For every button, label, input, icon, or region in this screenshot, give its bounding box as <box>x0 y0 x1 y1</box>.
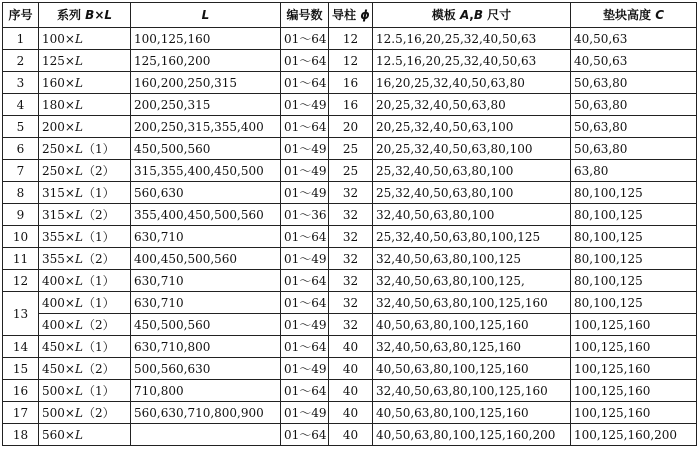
row-series: 315×L（2） <box>39 204 131 226</box>
row-length-values: 630,710 <box>131 226 281 248</box>
row-guide-pillar: 32 <box>329 226 373 248</box>
row-plate-sizes: 40,50,63,80,100,125,160 <box>373 314 571 336</box>
row-series: 450×L（2） <box>39 358 131 380</box>
row-block-heights: 50,63,80 <box>571 116 697 138</box>
row-guide-pillar: 32 <box>329 248 373 270</box>
row-code-range: 01～64 <box>281 336 329 358</box>
row-plate-sizes: 20,25,32,40,50,63,80 <box>373 94 571 116</box>
row-plate-sizes: 32,40,50,63,80,100 <box>373 204 571 226</box>
row-length-values: 710,800 <box>131 380 281 402</box>
row-block-heights: 100,125,160 <box>571 336 697 358</box>
row-series: 355×L（2） <box>39 248 131 270</box>
row-guide-pillar: 32 <box>329 292 373 314</box>
row-block-heights: 80,100,125 <box>571 182 697 204</box>
row-length-values: 630,710 <box>131 270 281 292</box>
row-plate-sizes: 20,25,32,40,50,63,80,100 <box>373 138 571 160</box>
row-block-heights: 40,50,63 <box>571 50 697 72</box>
row-index: 7 <box>3 160 39 182</box>
header-code-count: 编号数 <box>281 3 329 28</box>
row-plate-sizes: 40,50,63,80,100,125,160,200 <box>373 424 571 446</box>
row-series: 500×L（1） <box>39 380 131 402</box>
row-series: 450×L（1） <box>39 336 131 358</box>
table-row <box>3 314 697 336</box>
row-block-heights: 100,125,160 <box>571 380 697 402</box>
row-guide-pillar: 40 <box>329 358 373 380</box>
row-plate-sizes: 32,40,50,63,80,100,125, <box>373 270 571 292</box>
row-plate-sizes: 12.5,16,20,25,32,40,50,63 <box>373 50 571 72</box>
row-guide-pillar: 40 <box>329 424 373 446</box>
row-block-heights: 40,50,63 <box>571 28 697 50</box>
row-guide-pillar: 40 <box>329 380 373 402</box>
row-guide-pillar: 12 <box>329 28 373 50</box>
table-row <box>3 94 697 116</box>
table-row <box>3 380 697 402</box>
header-row <box>3 3 697 28</box>
table-body <box>3 28 697 446</box>
row-code-range: 01～64 <box>281 424 329 446</box>
row-block-heights: 100,125,160 <box>571 358 697 380</box>
row-length-values: 400,450,500,560 <box>131 248 281 270</box>
row-series: 400×L（1） <box>39 270 131 292</box>
row-code-range: 01～49 <box>281 94 329 116</box>
row-block-heights: 63,80 <box>571 160 697 182</box>
row-guide-pillar: 32 <box>329 270 373 292</box>
row-index: 13 <box>3 292 39 336</box>
row-block-heights: 50,63,80 <box>571 72 697 94</box>
header-block-height: 垫块高度 C <box>571 3 697 28</box>
row-series: 400×L（1） <box>39 292 131 314</box>
row-plate-sizes: 25,32,40,50,63,80,100 <box>373 160 571 182</box>
row-code-range: 01～64 <box>281 226 329 248</box>
row-code-range: 01～36 <box>281 204 329 226</box>
table-row <box>3 50 697 72</box>
row-block-heights: 80,100,125 <box>571 292 697 314</box>
row-index: 18 <box>3 424 39 446</box>
row-index: 1 <box>3 28 39 50</box>
row-guide-pillar: 32 <box>329 182 373 204</box>
table-row <box>3 292 697 314</box>
row-plate-sizes: 25,32,40,50,63,80,100,125 <box>373 226 571 248</box>
row-code-range: 01～64 <box>281 116 329 138</box>
row-guide-pillar: 12 <box>329 50 373 72</box>
row-plate-sizes: 25,32,40,50,63,80,100 <box>373 182 571 204</box>
header-index: 序号 <box>3 3 39 28</box>
row-block-heights: 80,100,125 <box>571 270 697 292</box>
row-guide-pillar: 32 <box>329 314 373 336</box>
row-code-range: 01～49 <box>281 182 329 204</box>
row-series: 355×L（1） <box>39 226 131 248</box>
row-index: 5 <box>3 116 39 138</box>
row-plate-sizes: 32,40,50,63,80,100,125,160 <box>373 380 571 402</box>
table-row <box>3 28 697 50</box>
row-series: 315×L（1） <box>39 182 131 204</box>
table-row <box>3 138 697 160</box>
row-index: 15 <box>3 358 39 380</box>
header-guide-pillar: 导柱 ϕ <box>329 3 373 28</box>
row-length-values: 560,630 <box>131 182 281 204</box>
table-row <box>3 336 697 358</box>
row-length-values: 100,125,160 <box>131 28 281 50</box>
row-guide-pillar: 25 <box>329 138 373 160</box>
row-series: 180×L <box>39 94 131 116</box>
row-guide-pillar: 20 <box>329 116 373 138</box>
row-index: 16 <box>3 380 39 402</box>
row-index: 14 <box>3 336 39 358</box>
row-index: 17 <box>3 402 39 424</box>
row-block-heights: 100,125,160,200 <box>571 424 697 446</box>
row-series: 200×L <box>39 116 131 138</box>
row-length-values: 450,500,560 <box>131 138 281 160</box>
row-length-values: 450,500,560 <box>131 314 281 336</box>
row-series: 400×L（2） <box>39 314 131 336</box>
header-length: L <box>131 3 281 28</box>
row-length-values <box>131 424 281 446</box>
row-index: 10 <box>3 226 39 248</box>
row-guide-pillar: 32 <box>329 204 373 226</box>
row-code-range: 01～49 <box>281 160 329 182</box>
row-length-values: 500,560,630 <box>131 358 281 380</box>
row-code-range: 01～49 <box>281 358 329 380</box>
row-index: 4 <box>3 94 39 116</box>
table-row <box>3 226 697 248</box>
row-series: 560×L <box>39 424 131 446</box>
row-series: 125×L <box>39 50 131 72</box>
row-plate-sizes: 12.5,16,20,25,32,40,50,63 <box>373 28 571 50</box>
table-row <box>3 270 697 292</box>
row-series: 160×L <box>39 72 131 94</box>
row-series: 250×L（2） <box>39 160 131 182</box>
table-row <box>3 182 697 204</box>
row-series: 250×L（1） <box>39 138 131 160</box>
table-row <box>3 160 697 182</box>
row-code-range: 01～64 <box>281 292 329 314</box>
header-plate-size: 模板 A,B 尺寸 <box>373 3 571 28</box>
row-plate-sizes: 32,40,50,63,80,100,125,160 <box>373 292 571 314</box>
row-plate-sizes: 40,50,63,80,100,125,160 <box>373 358 571 380</box>
row-block-heights: 80,100,125 <box>571 226 697 248</box>
row-series: 500×L（2） <box>39 402 131 424</box>
row-guide-pillar: 40 <box>329 402 373 424</box>
row-block-heights: 100,125,160 <box>571 402 697 424</box>
row-plate-sizes: 40,50,63,80,100,125,160 <box>373 402 571 424</box>
row-guide-pillar: 16 <box>329 72 373 94</box>
row-index: 2 <box>3 50 39 72</box>
row-length-values: 630,710 <box>131 292 281 314</box>
table-row <box>3 248 697 270</box>
row-length-values: 160,200,250,315 <box>131 72 281 94</box>
table-row <box>3 72 697 94</box>
row-plate-sizes: 20,25,32,40,50,63,100 <box>373 116 571 138</box>
table-row <box>3 402 697 424</box>
row-code-range: 01～64 <box>281 72 329 94</box>
row-code-range: 01～49 <box>281 402 329 424</box>
row-code-range: 01～64 <box>281 28 329 50</box>
row-block-heights: 50,63,80 <box>571 94 697 116</box>
row-length-values: 315,355,400,450,500 <box>131 160 281 182</box>
table-row <box>3 116 697 138</box>
table-row <box>3 424 697 446</box>
row-guide-pillar: 16 <box>329 94 373 116</box>
row-block-heights: 100,125,160 <box>571 314 697 336</box>
row-guide-pillar: 25 <box>329 160 373 182</box>
row-plate-sizes: 32,40,50,63,80,125,160 <box>373 336 571 358</box>
row-block-heights: 50,63,80 <box>571 138 697 160</box>
row-index: 6 <box>3 138 39 160</box>
row-code-range: 01～49 <box>281 138 329 160</box>
row-index: 12 <box>3 270 39 292</box>
row-code-range: 01～64 <box>281 50 329 72</box>
row-length-values: 200,250,315 <box>131 94 281 116</box>
row-code-range: 01～49 <box>281 248 329 270</box>
row-length-values: 630,710,800 <box>131 336 281 358</box>
spec-table <box>2 2 697 446</box>
row-guide-pillar: 40 <box>329 336 373 358</box>
row-plate-sizes: 16,20,25,32,40,50,63,80 <box>373 72 571 94</box>
header-series: 系列 B×L <box>39 3 131 28</box>
row-length-values: 200,250,315,355,400 <box>131 116 281 138</box>
spec-table-container <box>2 2 696 458</box>
row-index: 8 <box>3 182 39 204</box>
row-block-heights: 80,100,125 <box>571 204 697 226</box>
row-length-values: 355,400,450,500,560 <box>131 204 281 226</box>
row-code-range: 01～64 <box>281 380 329 402</box>
row-code-range: 01～64 <box>281 270 329 292</box>
row-index: 3 <box>3 72 39 94</box>
table-row <box>3 358 697 380</box>
row-block-heights: 80,100,125 <box>571 248 697 270</box>
table-row <box>3 204 697 226</box>
row-plate-sizes: 32,40,50,63,80,100,125 <box>373 248 571 270</box>
row-length-values: 560,630,710,800,900 <box>131 402 281 424</box>
row-index: 11 <box>3 248 39 270</box>
row-code-range: 01～49 <box>281 314 329 336</box>
row-index: 9 <box>3 204 39 226</box>
row-length-values: 125,160,200 <box>131 50 281 72</box>
row-series: 100×L <box>39 28 131 50</box>
